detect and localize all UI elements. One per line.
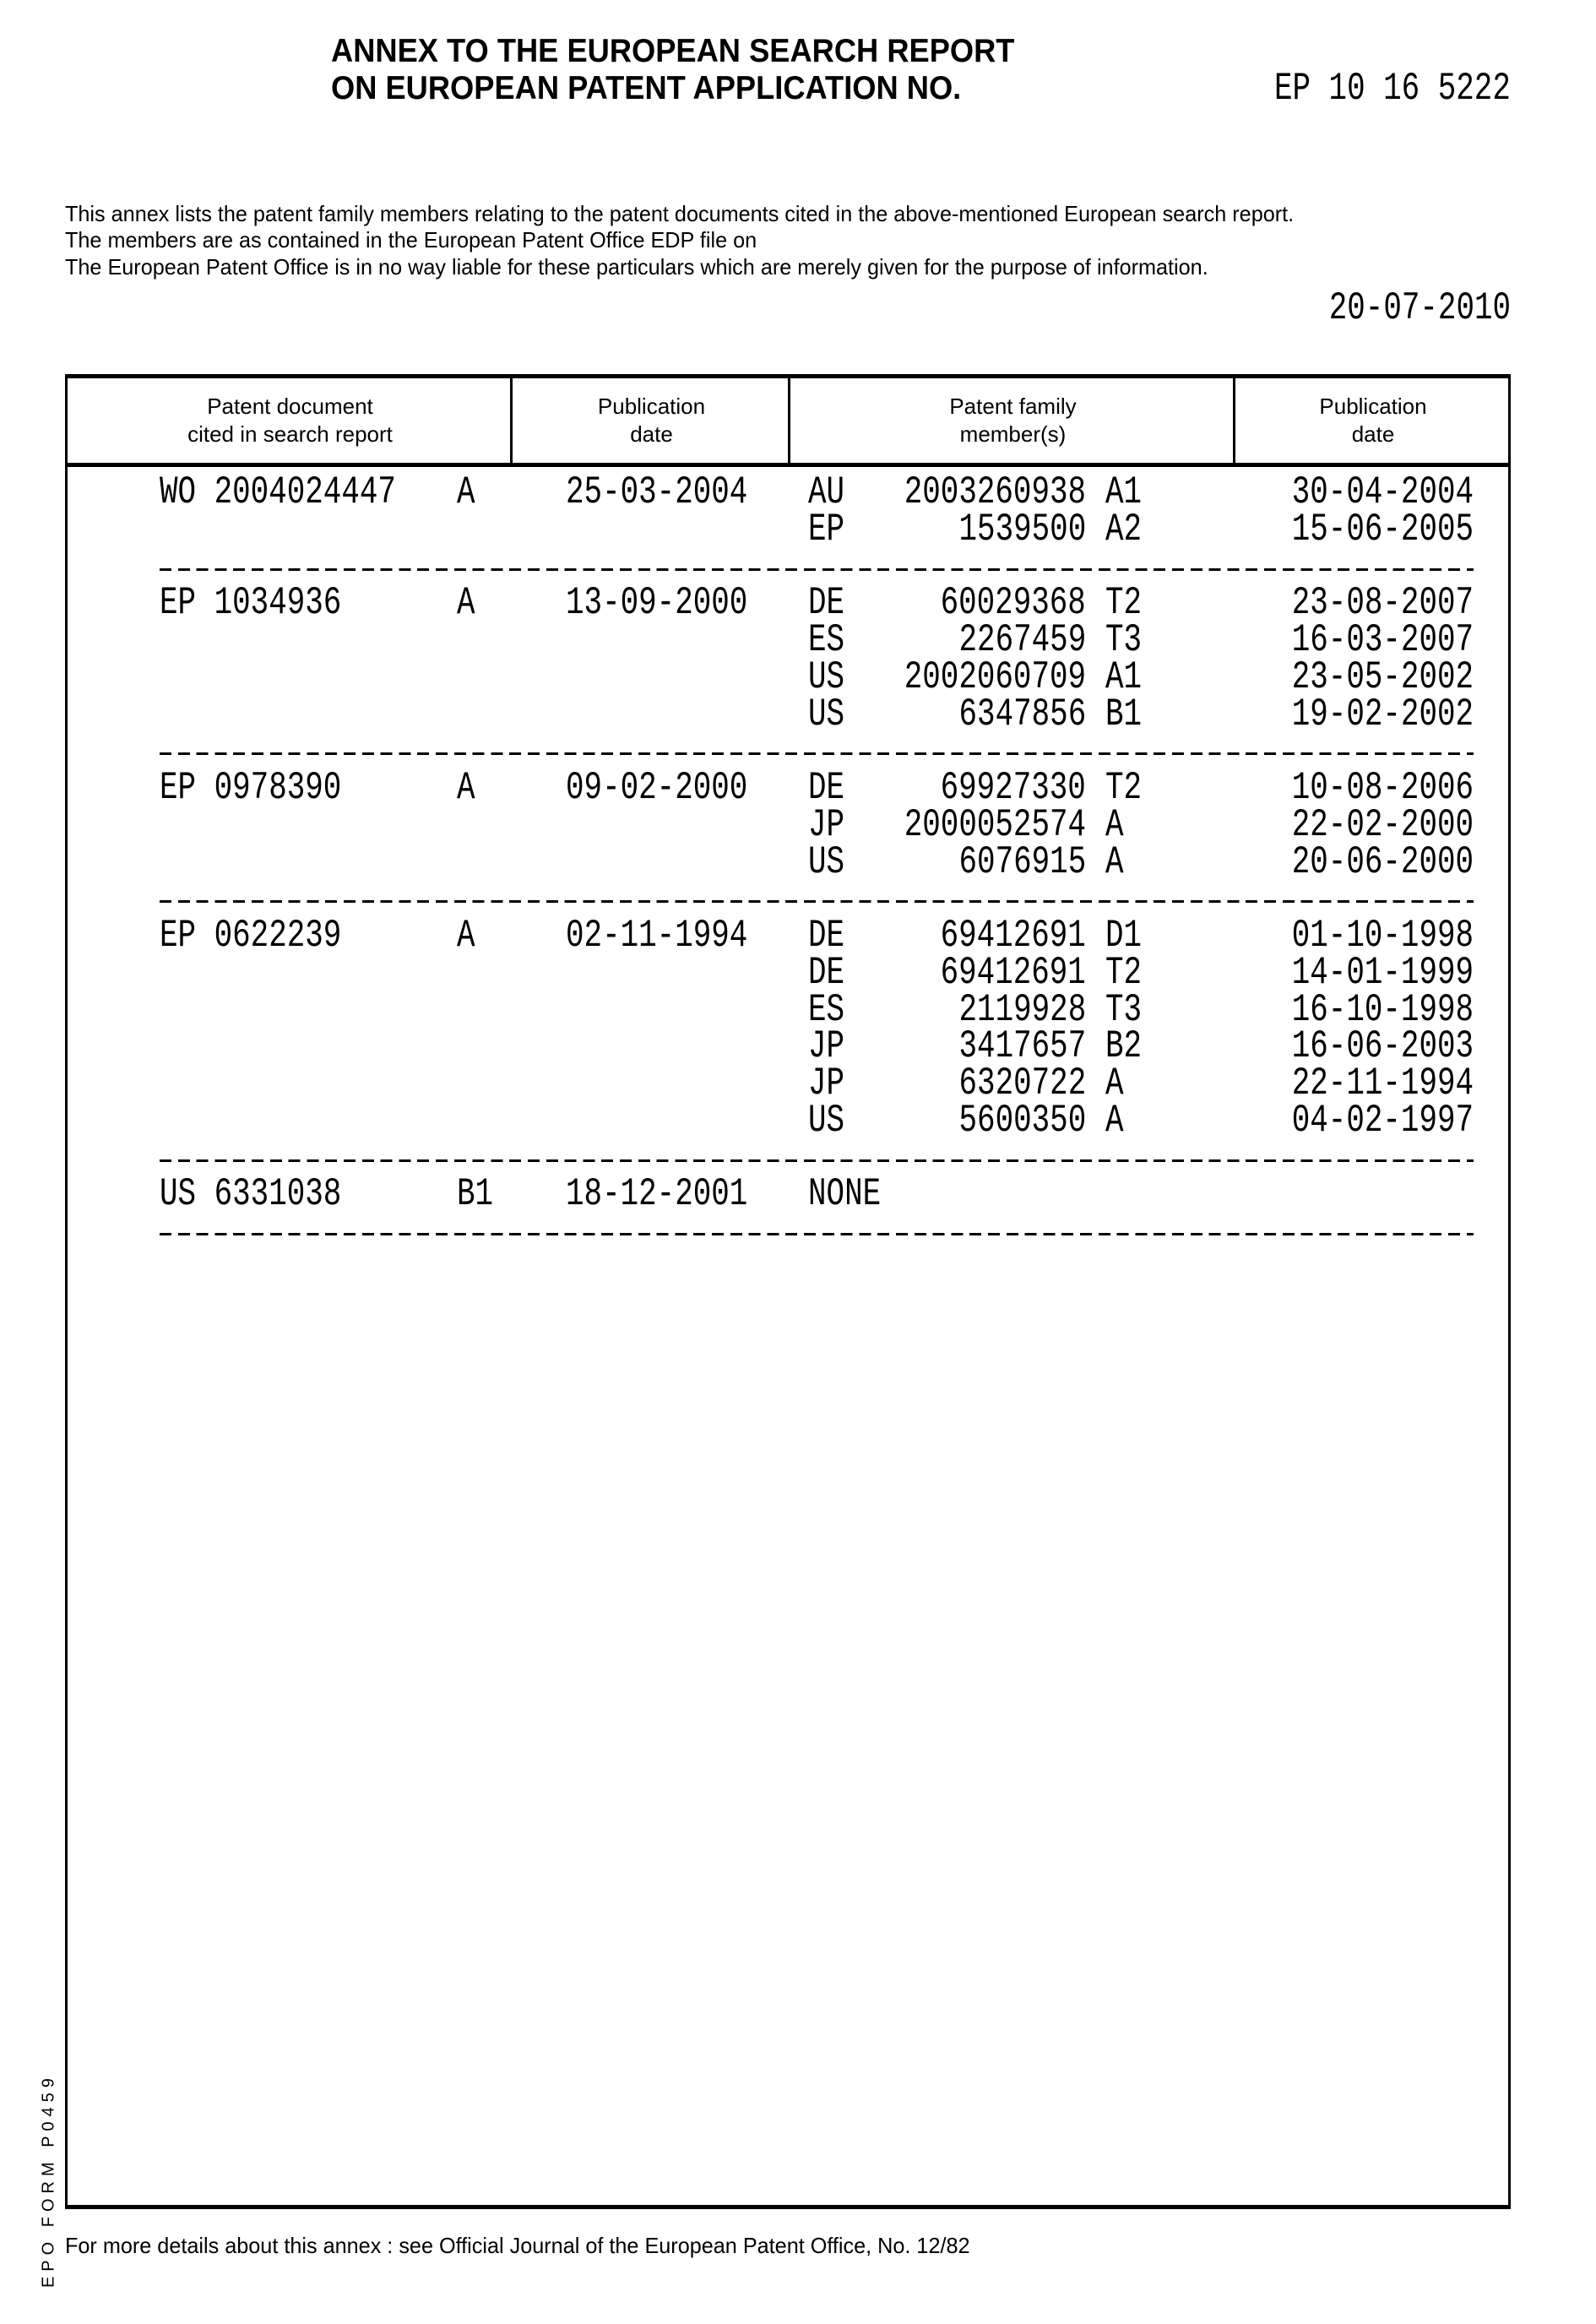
cited-publication-date: 18-12-2001 [566,1176,747,1213]
member-publication-date: 22-02-2000 [1292,806,1474,844]
member-number: 2119928 [958,991,1086,1029]
column-divider [788,378,790,463]
group-separator [160,900,1474,903]
column-divider [1233,378,1235,463]
member-country: DE [808,769,844,806]
member-number: 5600350 [958,1102,1086,1139]
cited-document-number: EP 0622239 [160,917,341,954]
cited-document-number: EP 0978390 [160,769,341,806]
member-country: US [808,696,844,733]
cited-publication-date: 13-09-2000 [566,584,747,622]
member-publication-date: 23-08-2007 [1292,584,1474,622]
member-kind: T3 [1105,991,1142,1029]
header-publication-date [513,378,790,463]
member-number: 6320722 [958,1065,1086,1102]
header-label: date [630,421,673,448]
group-separator [160,568,1474,571]
member-publication-date: 14-01-1999 [1292,954,1474,991]
cited-document-kind: A [457,474,475,511]
header-label: date [1352,421,1395,448]
report-title-line2: ON EUROPEAN PATENT APPLICATION NO. [331,70,961,107]
member-number: 6076915 [958,844,1086,881]
member-kind: T2 [1105,954,1142,991]
member-country: JP [808,1065,844,1102]
member-kind: B2 [1105,1028,1142,1065]
form-code: EPO FORM P0459 [40,2073,59,2288]
member-publication-date: 23-05-2002 [1292,659,1474,696]
member-publication-date: 16-10-1998 [1292,991,1474,1029]
header-label: member(s) [960,421,1067,448]
member-country: JP [808,1028,844,1065]
member-number: 6347856 [958,696,1086,733]
member-number: 2003260938 [904,474,1086,511]
footer-note: For more details about this annex : see Official Journal of the European Patent Office, No. 12/82 [65,2233,970,2258]
member-publication-date: 04-02-1997 [1292,1102,1474,1139]
cited-publication-date: 25-03-2004 [566,474,747,511]
cited-document-number: WO 2004024447 [160,474,396,511]
member-publication-date: 20-06-2000 [1292,844,1474,881]
member-kind: A2 [1105,511,1142,548]
member-number: 69927330 [941,769,1086,806]
cited-publication-date: 09-02-2000 [566,769,747,806]
member-country: AU [808,474,844,511]
member-kind: D1 [1105,917,1142,954]
member-publication-date: 16-03-2007 [1292,622,1474,659]
header-label: cited in search report [187,421,393,448]
member-number: 3417657 [958,1028,1086,1065]
report-title-line1: ANNEX TO THE EUROPEAN SEARCH REPORT [331,33,1014,70]
intro-line-2: The members are as contained in the European Patent Office EDP file on [65,227,757,253]
intro-line-1: This annex lists the patent family members relating to the patent documents cited in the above-mentioned European search report. [65,201,1294,227]
header-cited-document [68,378,513,463]
cited-document-kind: A [457,769,475,806]
member-country: EP [808,511,844,548]
application-number: EP 10 16 5222 [1274,70,1511,107]
header-member-publication-date [1235,378,1511,463]
member-country: US [808,659,844,696]
member-kind: A [1105,844,1124,881]
member-number: 2002060709 [904,659,1086,696]
member-country: US [808,844,844,881]
header-label: Publication [598,393,705,421]
header-label: Patent document [207,393,373,421]
member-kind: B1 [1105,696,1142,733]
member-country: ES [808,622,844,659]
member-publication-date: 16-06-2003 [1292,1028,1474,1065]
cited-document-kind: A [457,584,475,622]
member-publication-date: 15-06-2005 [1292,511,1474,548]
member-number: 69412691 [941,917,1086,954]
member-kind: A1 [1105,659,1142,696]
member-number: 2267459 [958,622,1086,659]
member-kind: T2 [1105,769,1142,806]
member-publication-date: 19-02-2002 [1292,696,1474,733]
member-country: US [808,1102,844,1139]
member-publication-date: 30-04-2004 [1292,474,1474,511]
member-number: 60029368 [941,584,1086,622]
member-country: DE [808,584,844,622]
member-kind: T2 [1105,584,1142,622]
cited-publication-date: 02-11-1994 [566,917,747,954]
report-date: 20-07-2010 [1329,290,1511,327]
member-country: DE [808,954,844,991]
member-number: 69412691 [941,954,1086,991]
cited-document-kind: B1 [457,1176,493,1213]
group-separator [160,1159,1474,1162]
intro-line-3: The European Patent Office is in no way liable for these particulars which are merely given for the purpose of information. [65,254,1208,280]
member-kind: T3 [1105,622,1142,659]
member-publication-date: 10-08-2006 [1292,769,1474,806]
cited-document-kind: A [457,917,475,954]
table-header [68,378,1508,467]
member-number: 2000052574 [904,806,1086,844]
member-number: 1539500 [958,511,1086,548]
member-country: ES [808,991,844,1029]
member-country: JP [808,806,844,844]
column-divider [510,378,513,463]
member-kind: A [1105,1065,1124,1102]
header-label: Publication [1319,393,1426,421]
cited-document-number: US 6331038 [160,1176,341,1213]
header-family-members [790,378,1235,463]
member-kind: A1 [1105,474,1142,511]
member-publication-date: 01-10-1998 [1292,917,1474,954]
header-label: Patent family [949,393,1076,421]
group-separator [160,1233,1474,1235]
member-kind: A [1105,1102,1124,1139]
member-kind: A [1105,806,1124,844]
member-country: DE [808,917,844,954]
member-country: NONE [808,1176,881,1213]
group-separator [160,752,1474,755]
cited-document-number: EP 1034936 [160,584,341,622]
member-publication-date: 22-11-1994 [1292,1065,1474,1102]
